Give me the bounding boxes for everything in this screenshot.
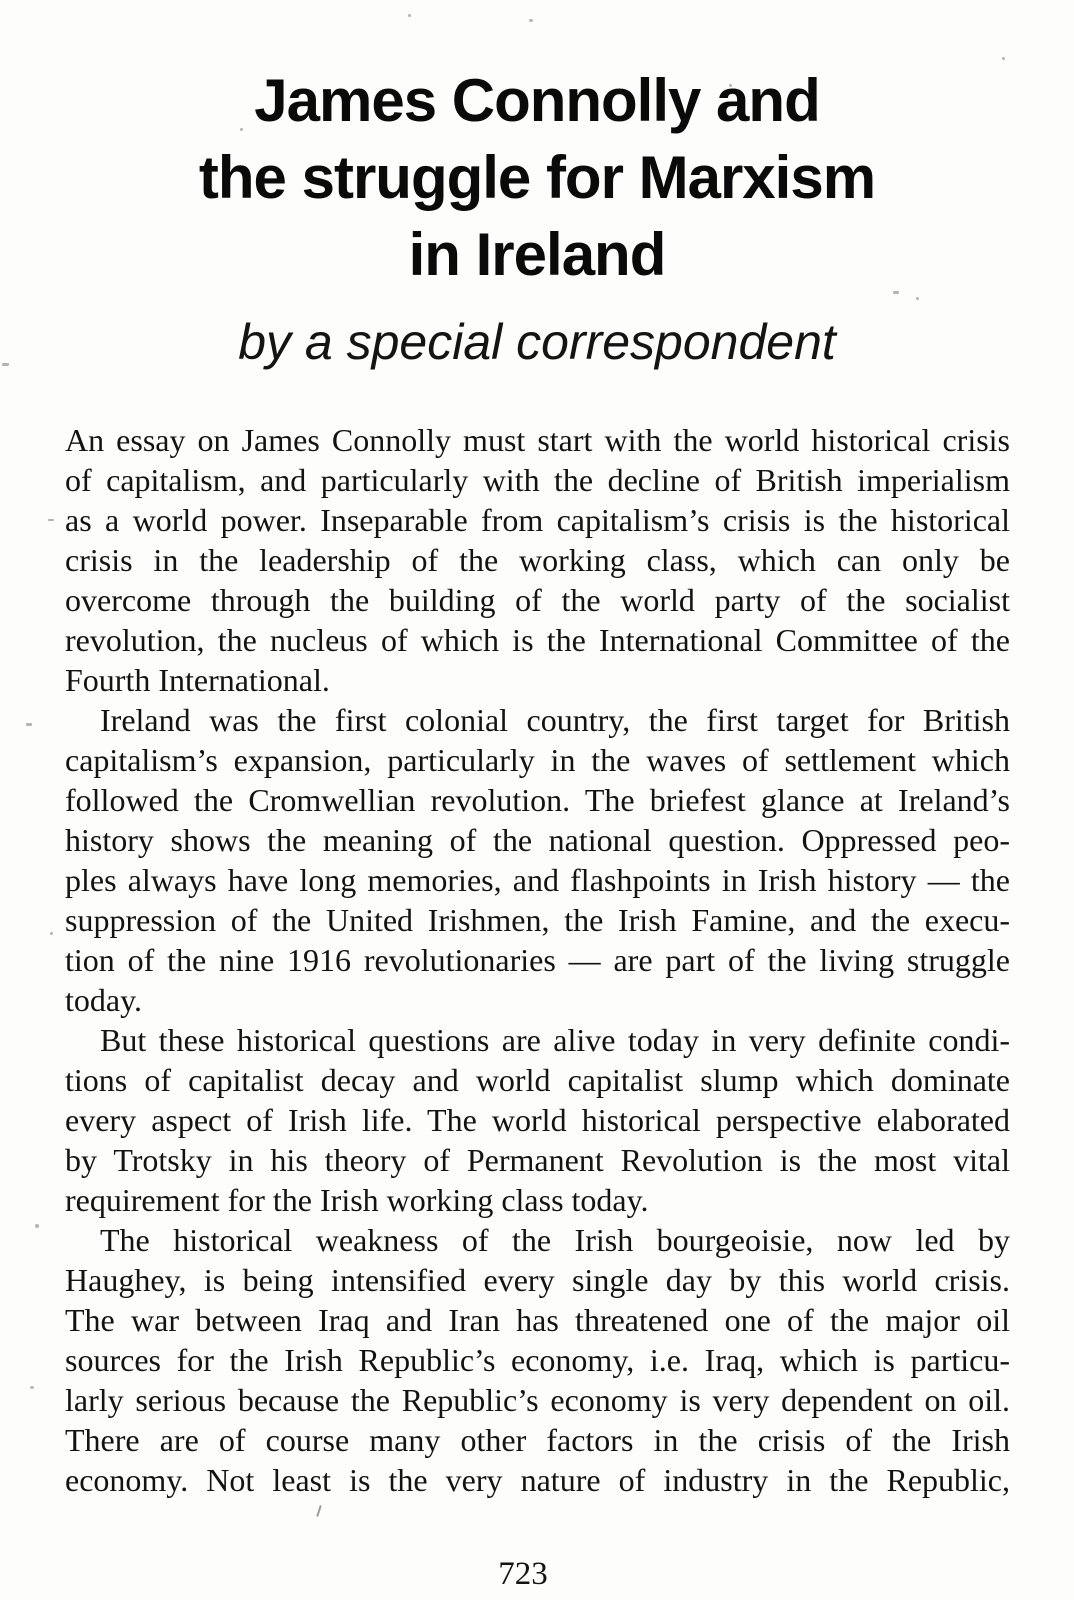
text-line: tions of capitalist decay and world capitalist slump which dominate xyxy=(65,1062,1010,1098)
text-line: of capitalism, and particularly with the decline of British imperialism xyxy=(65,462,1010,498)
text-line: economy. Not least is the very nature of industry in the Republic, xyxy=(65,1462,1010,1498)
scan-speck xyxy=(916,297,919,300)
paragraph xyxy=(65,1220,1010,1500)
scan-speck xyxy=(1002,57,1005,60)
scan-speck xyxy=(30,1386,34,1389)
scan-speck xyxy=(26,723,32,726)
title-line-1: James Connolly and xyxy=(254,67,820,134)
title-line-3: in Ireland xyxy=(408,221,666,288)
text-line: ples always have long memories, and flashpoints in Irish history — the xyxy=(65,862,1010,898)
paragraph xyxy=(65,700,1010,1020)
text-line: requirement for the Irish working class today. xyxy=(65,1182,649,1218)
page-number: 723 xyxy=(498,1556,548,1592)
text-line: every aspect of Irish life. The world historical perspective elaborated xyxy=(65,1102,1010,1138)
scan-speck xyxy=(529,19,533,22)
text-line: But these historical questions are alive today in very definite condi- xyxy=(100,1022,1010,1058)
scan-speck xyxy=(240,128,243,131)
scan-speck xyxy=(2,363,9,366)
text-line: The war between Iraq and Iran has threatened one of the major oil xyxy=(65,1302,1010,1338)
text-line: followed the Cromwellian revolution. The briefest glance at Ireland’s xyxy=(65,782,1010,818)
text-line: tion of the nine 1916 revolutionaries — are part of the living struggle xyxy=(65,942,1010,978)
paragraph xyxy=(65,420,1010,700)
scan-speck xyxy=(35,1224,39,1228)
text-line: An essay on James Connolly must start with the world historical crisis xyxy=(65,422,1010,458)
text-line: The historical weakness of the Irish bourgeoisie, now led by xyxy=(100,1222,1010,1258)
text-line: larly serious because the Republic’s economy is very dependent on oil. xyxy=(65,1382,1010,1418)
text-line: capitalism’s expansion, particularly in the waves of settlement which xyxy=(65,742,1010,778)
text-line: suppression of the United Irishmen, the Irish Famine, and the execu- xyxy=(65,902,1010,938)
scan-speck xyxy=(729,84,732,87)
text-line: history shows the meaning of the national question. Oppressed peo- xyxy=(65,822,1010,858)
text-line: as a world power. Inseparable from capitalism’s crisis is the historical xyxy=(65,502,1010,538)
text-line: overcome through the building of the world party of the socialist xyxy=(65,582,1010,618)
text-line: by Trotsky in his theory of Permanent Revolution is the most vital xyxy=(65,1142,1010,1178)
scan-speck xyxy=(48,519,54,521)
article-body xyxy=(65,420,1010,1500)
scan-speck xyxy=(316,1505,322,1517)
text-line: revolution, the nucleus of which is the International Committee of the xyxy=(65,622,1010,658)
text-line: Haughey, is being intensified every single day by this world crisis. xyxy=(65,1262,1010,1298)
text-line: crisis in the leadership of the working class, which can only be xyxy=(65,542,1010,578)
text-line: Ireland was the first colonial country, the first target for British xyxy=(100,702,1010,738)
text-line: today. xyxy=(65,982,143,1018)
text-line: sources for the Irish Republic’s economy, i.e. Iraq, which is particu- xyxy=(65,1342,1010,1378)
title-line-2: the struggle for Marxism xyxy=(198,144,876,211)
text-line: Fourth International. xyxy=(65,662,330,698)
article-title xyxy=(0,62,1074,293)
text-line: There are of course many other factors in the crisis of the Irish xyxy=(65,1422,1010,1458)
scan-speck xyxy=(50,932,53,935)
paragraph xyxy=(65,1020,1010,1220)
scan-speck xyxy=(408,14,411,17)
scan-speck xyxy=(893,291,899,294)
article-byline: by a special correspondent xyxy=(238,314,836,370)
